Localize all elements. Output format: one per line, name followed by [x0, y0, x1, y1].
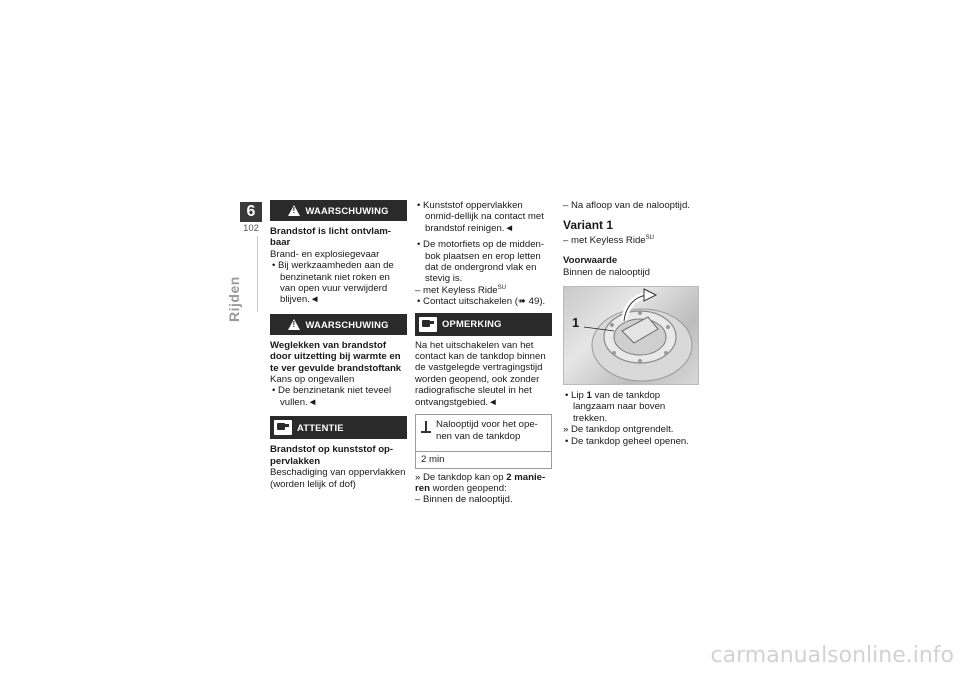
step-bullet: • De tankdop geheel openen.: [565, 435, 689, 447]
warning-1-heading: Brandstof is licht ontvlam-baar: [270, 226, 391, 249]
option-1: – Binnen de nalooptijd.: [415, 494, 513, 506]
chapter-divider: [257, 236, 258, 312]
timer-icon: [420, 419, 432, 435]
note-icon: [419, 317, 437, 332]
note-text: Na het uitschakelen van het contact kan de tankdop binnen de vastgelegde vertragingstijd worden geopend, ook zonder radiografische sleutel in het ontvangstgebied.◄: [415, 339, 546, 408]
result-text: » De tankdop kan op 2 manie-ren worden geopend:: [415, 471, 546, 494]
step-bullet: • Contact uitschakelen (➠ 49).: [417, 296, 546, 308]
warning-label: WAARSCHUWING: [305, 318, 389, 330]
tank-cap-illustration: [564, 287, 698, 384]
precondition-text: Binnen de nalooptijd: [563, 266, 650, 278]
step-bullet: • Lip 1 van de tankdop langzaam naar boven trekken.: [565, 390, 666, 424]
warning-2-heading: Weglekken van brandstof door uitzetting bij warmte en te ver gevulde brandstoftank: [270, 339, 402, 374]
warning-1-text: Brand- en explosiegevaar: [270, 248, 380, 260]
callout-number: 1: [572, 315, 580, 331]
warning-icon: [288, 319, 300, 330]
step-result: » De tankdop ontgrendelt.: [563, 424, 674, 436]
page-number: 102: [243, 223, 259, 234]
warning-label: WAARSCHUWING: [305, 204, 389, 216]
watermark: carmanualsonline.info: [710, 643, 954, 668]
spec-value: 2 min: [421, 454, 445, 466]
spec-table: [415, 414, 552, 468]
attention-header: [270, 416, 407, 439]
condition-keyless: – met Keyless Ride$^{SU}$: [415, 284, 506, 296]
column-2: [415, 200, 552, 506]
note-label: OPMERKING: [442, 318, 502, 330]
warning-header-1: [270, 200, 407, 221]
option-2: – Na afloop van de nalooptijd.: [563, 200, 690, 211]
column-3: [563, 200, 700, 447]
attention-icon: [274, 420, 292, 435]
warning-1-bullet: • Bij werkzaamheden aan de benzinetank niet roken en van open vuur verwijderd blijven.◄: [272, 260, 394, 306]
warning-header-2: [270, 314, 407, 335]
tank-cap-photo: [563, 286, 699, 385]
chapter-number: 6: [240, 202, 262, 222]
chapter-title: Rijden: [226, 276, 242, 322]
condition-keyless: – met Keyless Ride$^{SU}$: [563, 234, 654, 246]
spec-label: Nalooptijd voor het ope-nen van de tankdop: [436, 419, 538, 442]
attention-heading: Brandstof op kunststof op-pervlakken: [270, 444, 394, 467]
step-bullet: • De motorfiets op de midden-bok plaatsen en erop letten dat de ondergrond vlak en stevig is.: [417, 239, 545, 285]
column-1: [270, 200, 407, 490]
attention-label: ATTENTIE: [297, 422, 344, 434]
warning-2-text: Kans op ongevallen: [270, 374, 355, 386]
warning-2-bullet: • De benzinetank niet teveel vullen.◄: [272, 385, 392, 408]
variant-title: Variant 1: [563, 218, 614, 233]
note-header: [415, 313, 552, 336]
precondition-heading: Voorwaarde: [563, 255, 618, 267]
warning-icon: [288, 205, 300, 216]
step-bullet: • Kunststof oppervlakken onmid-dellijk na contact met brandstof reinigen.◄: [417, 200, 544, 234]
attention-text: Beschadiging van oppervlakken (worden lelijk of dof): [270, 467, 406, 490]
